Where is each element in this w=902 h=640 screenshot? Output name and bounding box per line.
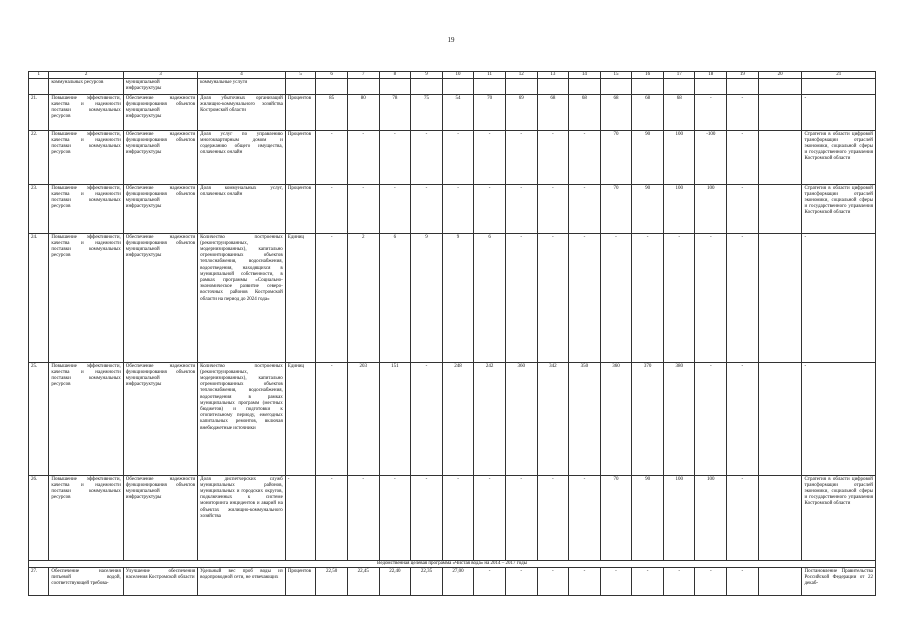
cell-value: 100 bbox=[695, 475, 727, 560]
cell-value: - bbox=[569, 567, 601, 595]
cell-value: - bbox=[505, 184, 537, 233]
cell-value: 27,00 bbox=[442, 567, 474, 595]
cell-value: - bbox=[537, 567, 569, 595]
cell-value: - bbox=[632, 567, 664, 595]
cell-value: 360 bbox=[505, 362, 537, 475]
cell-empty bbox=[758, 130, 802, 184]
column-number: 19 bbox=[727, 72, 759, 79]
cell-task: муниципальной инфраструктуры bbox=[123, 79, 197, 94]
column-number: 1 bbox=[29, 72, 49, 79]
cell-value: 69 bbox=[505, 94, 537, 130]
table-row bbox=[29, 475, 876, 560]
cell-value: - bbox=[569, 475, 601, 560]
cell-goal: Повышение эффективности, качества и надежности поставки коммунальных ресурсов bbox=[49, 94, 123, 130]
cell-value: - bbox=[600, 567, 632, 595]
cell-indicator: Количество построенных (реконструированных, модернизированных), капитально отремонтированных объектов теплоснабжения, водоснабжения, водоотведения в рамках муниципальных программ (местных бюджетов) и подготовки к отопительному периоду, ежегодных капитальных ремонтов, включая внебюджетные источники bbox=[198, 362, 286, 475]
cell-value: 70 bbox=[474, 94, 506, 130]
cell-value: 70 bbox=[600, 184, 632, 233]
column-number: 20 bbox=[758, 72, 802, 79]
cell-note: Стратегия в области цифровой трансформации отраслей экономики, социальной сферы и государственного управления Костромской области bbox=[802, 130, 876, 184]
cell-task: Обеспечение надежности функционирования объектов муниципальной инфраструктуры bbox=[123, 184, 197, 233]
cell-value: 22,35 bbox=[411, 567, 443, 595]
cell-unit: Процентов bbox=[285, 130, 316, 184]
cell-task: Обеспечение надежности функционирования объектов муниципальной инфраструктуры bbox=[123, 475, 197, 560]
column-number: 4 bbox=[198, 72, 286, 79]
cell-indicator: коммунальные услуги bbox=[198, 79, 286, 94]
page-number: 19 bbox=[447, 36, 455, 44]
column-number: 8 bbox=[379, 72, 411, 79]
cell-unit: Процентов bbox=[285, 184, 316, 233]
cell-value: - bbox=[569, 233, 601, 362]
cell-value: - bbox=[505, 130, 537, 184]
cell-value: - bbox=[505, 233, 537, 362]
cell-value: - bbox=[663, 567, 695, 595]
cell-number: 26. bbox=[29, 475, 49, 560]
cell-value: 242 bbox=[474, 362, 506, 475]
cell-value: - bbox=[411, 130, 443, 184]
cell-empty bbox=[758, 94, 802, 130]
cell-value: 203 bbox=[347, 362, 379, 475]
indicators-table bbox=[28, 71, 876, 596]
cell-value: -100 bbox=[695, 130, 727, 184]
cell-value: 100 bbox=[663, 475, 695, 560]
cell-value: - bbox=[316, 130, 348, 184]
cell-number: 23. bbox=[29, 184, 49, 233]
column-number: 17 bbox=[663, 72, 695, 79]
table-row bbox=[29, 362, 876, 475]
cell-value: - bbox=[316, 233, 348, 362]
cell-empty bbox=[758, 184, 802, 233]
cell-goal: Повышение эффективности, качества и надежности поставки коммунальных ресурсов bbox=[49, 475, 123, 560]
cell-value: 6 bbox=[474, 233, 506, 362]
cell-value: - bbox=[695, 362, 727, 475]
column-number: 6 bbox=[316, 72, 348, 79]
cell-value: - bbox=[727, 94, 759, 130]
column-number: 3 bbox=[123, 72, 197, 79]
cell-value: 9 bbox=[442, 233, 474, 362]
cell-indicator: Количество построенных (реконструированных, модернизированных), капитально отремонтированных объектов теплоснабжения, водоснабжения, водоотведения, находящихся в муниципальной собственности, в рамках программы «Социально-экономическое развитие северо-восточных районов Костромской области на период до 2024 года» bbox=[198, 233, 286, 362]
column-number: 18 bbox=[695, 72, 727, 79]
column-number: 10 bbox=[442, 72, 474, 79]
cell-value: 22,50 bbox=[316, 567, 348, 595]
cell-value: 6 bbox=[379, 233, 411, 362]
cell-value: 151 bbox=[379, 362, 411, 475]
cell-value: 100 bbox=[663, 130, 695, 184]
cell-value: - bbox=[347, 475, 379, 560]
cell-number: 24. bbox=[29, 233, 49, 362]
cell-value: - bbox=[347, 184, 379, 233]
cell-value: - bbox=[442, 475, 474, 560]
column-number: 14 bbox=[569, 72, 601, 79]
cell-value: - bbox=[411, 184, 443, 233]
cell-value: 380 bbox=[663, 362, 695, 475]
cell-value: - bbox=[537, 233, 569, 362]
cell-empty bbox=[758, 475, 802, 560]
cell-value: - bbox=[474, 184, 506, 233]
cell-value: 9 bbox=[411, 233, 443, 362]
cell-value: - bbox=[505, 475, 537, 560]
cell-value: - bbox=[727, 233, 759, 362]
cell-value: - bbox=[569, 130, 601, 184]
cell-goal: коммунальных ресурсов bbox=[49, 79, 123, 94]
cell-value: 370 bbox=[632, 362, 664, 475]
cell-goal: Повышение эффективности, качества и надежности поставки коммунальных ресурсов bbox=[49, 362, 123, 475]
cell-value: 70 bbox=[600, 130, 632, 184]
cell-value: - bbox=[727, 184, 759, 233]
cell-value: 90 bbox=[632, 184, 664, 233]
cell-value: 350 bbox=[569, 362, 601, 475]
cell-value: - bbox=[727, 567, 759, 595]
cell-indicator: Доля диспетчерских служб муниципальных районов, муниципальных и городских округов, подключенных к системе мониторинга инцидентов и аварий на объектах жилищно-коммунального хозяйства bbox=[198, 475, 286, 560]
cell-value: - bbox=[474, 567, 506, 595]
cell-value: 68 bbox=[663, 94, 695, 130]
column-number: 16 bbox=[632, 72, 664, 79]
cell-value: - bbox=[537, 184, 569, 233]
cell-value: 68 bbox=[569, 94, 601, 130]
cell-value: 2 bbox=[347, 233, 379, 362]
cell-task: Обеспечение надежности функционирования объектов муниципальной инфраструктуры bbox=[123, 362, 197, 475]
table-row bbox=[29, 130, 876, 184]
cell-value: - bbox=[411, 362, 443, 475]
column-number: 21 bbox=[802, 72, 876, 79]
cell-value: 100 bbox=[663, 184, 695, 233]
cell-value: - bbox=[474, 475, 506, 560]
column-number-row bbox=[29, 72, 876, 79]
cell-value: - bbox=[695, 94, 727, 130]
cell-value: 22,45 bbox=[347, 567, 379, 595]
cell-note: Стратегия в области цифровой трансформации отраслей экономики, социальной сферы и государственного управления Костромской области bbox=[802, 475, 876, 560]
cell-value: - bbox=[474, 130, 506, 184]
cell-unit: Единиц bbox=[285, 362, 316, 475]
cell-task: Обеспечение надежности функционирования объектов муниципальной инфраструктуры bbox=[123, 233, 197, 362]
cell-task: Улучшение обеспечения населения Костромской области bbox=[123, 567, 197, 595]
cell-task: Обеспечение надежности функционирования объектов муниципальной инфраструктуры bbox=[123, 130, 197, 184]
cell-unit: - bbox=[285, 475, 316, 560]
section-row bbox=[29, 560, 876, 567]
cell-value: - bbox=[316, 184, 348, 233]
cell-value: - bbox=[695, 567, 727, 595]
cell-unit: Единиц bbox=[285, 233, 316, 362]
cell-note: Постановление Правительства Российской Федерации от 22 декаб- bbox=[802, 567, 876, 595]
cell-unit: Процентов bbox=[285, 567, 316, 595]
cell-value: - bbox=[411, 475, 443, 560]
cell-value: 90 bbox=[632, 475, 664, 560]
cell-value: - bbox=[537, 130, 569, 184]
cell-number: 21. bbox=[29, 94, 49, 130]
cell-value: - bbox=[347, 130, 379, 184]
cell-value: - bbox=[727, 130, 759, 184]
cell-value: 342 bbox=[537, 362, 569, 475]
cell-value: 68 bbox=[632, 94, 664, 130]
cell-value: - bbox=[442, 184, 474, 233]
table-row bbox=[29, 233, 876, 362]
cell-value: 85 bbox=[316, 94, 348, 130]
cell-value: - bbox=[632, 233, 664, 362]
cell-value: 22,40 bbox=[379, 567, 411, 595]
cell-value: - bbox=[379, 475, 411, 560]
cell-value: 54 bbox=[442, 94, 474, 130]
cell-value: - bbox=[727, 362, 759, 475]
cell-value: - bbox=[505, 567, 537, 595]
cell-unit: Процентов bbox=[285, 94, 316, 130]
cell-value: - bbox=[695, 233, 727, 362]
cell-note: - bbox=[802, 233, 876, 362]
cell-number: 22. bbox=[29, 130, 49, 184]
cell-value: 68 bbox=[600, 94, 632, 130]
table-row bbox=[29, 94, 876, 130]
cell-indicator: Доля убыточных организаций жилищно-коммунального хозяйства Костромской области bbox=[198, 94, 286, 130]
cell-value: - bbox=[316, 362, 348, 475]
cell-value: 70 bbox=[600, 475, 632, 560]
column-number: 13 bbox=[537, 72, 569, 79]
cell-value: 80 bbox=[347, 94, 379, 130]
cell-note: - bbox=[802, 94, 876, 130]
continuation-row bbox=[29, 79, 876, 94]
cell-number: 25. bbox=[29, 362, 49, 475]
cell-empty bbox=[758, 567, 802, 595]
cell-value: 360 bbox=[600, 362, 632, 475]
cell-number bbox=[29, 79, 49, 94]
cell-task: Обеспечение надежности функционирования объектов муниципальной инфраструктуры bbox=[123, 94, 197, 130]
column-number: 2 bbox=[49, 72, 123, 79]
table-row bbox=[29, 184, 876, 233]
cell-value: - bbox=[569, 184, 601, 233]
cell-goal: Обеспечение населения питьевой водой, соответствующей требова- bbox=[49, 567, 123, 595]
cell-indicator: Доля услуг по управлению многоквартирным домом и содержанию общего имущества, оплаченных онлайн bbox=[198, 130, 286, 184]
column-number: 9 bbox=[411, 72, 443, 79]
cell-value: 75 bbox=[411, 94, 443, 130]
column-number: 15 bbox=[600, 72, 632, 79]
cell-indicator: Доля коммунальных услуг, оплаченных онлайн bbox=[198, 184, 286, 233]
cell-value: 68 bbox=[537, 94, 569, 130]
cell-empty bbox=[758, 233, 802, 362]
cell-value: - bbox=[537, 475, 569, 560]
cell-number: 27. bbox=[29, 567, 49, 595]
cell-note: - bbox=[802, 362, 876, 475]
column-number: 12 bbox=[505, 72, 537, 79]
cell-value: 78 bbox=[379, 94, 411, 130]
cell-value: - bbox=[600, 233, 632, 362]
cell-value: - bbox=[316, 475, 348, 560]
section-title: Ведомственная целевая программа «Чистая вода» на 2014 – 2017 годы bbox=[29, 560, 876, 567]
column-number: 7 bbox=[347, 72, 379, 79]
cell-value: 100 bbox=[695, 184, 727, 233]
cell-value: - bbox=[442, 130, 474, 184]
cell-goal: Повышение эффективности, качества и надежности поставки коммунальных ресурсов bbox=[49, 184, 123, 233]
cell-value: 248 bbox=[442, 362, 474, 475]
cell-note: Стратегия в области цифровой трансформации отраслей экономики, социальной сферы и государственного управления Костромской области bbox=[802, 184, 876, 233]
cell-value: - bbox=[663, 233, 695, 362]
cell-goal: Повышение эффективности, качества и надежности поставки коммунальных ресурсов bbox=[49, 233, 123, 362]
column-number: 11 bbox=[474, 72, 506, 79]
cell-goal: Повышение эффективности, качества и надежности поставки коммунальных ресурсов bbox=[49, 130, 123, 184]
column-number: 5 bbox=[285, 72, 316, 79]
cell-value: 90 bbox=[632, 130, 664, 184]
cell-value: - bbox=[379, 130, 411, 184]
cell-indicator: Удельный вес проб воды из водопроводной сети, не отвечающих bbox=[198, 567, 286, 595]
cell-value: - bbox=[379, 184, 411, 233]
cell-empty bbox=[758, 362, 802, 475]
table-row bbox=[29, 567, 876, 595]
cell-value: - bbox=[727, 475, 759, 560]
